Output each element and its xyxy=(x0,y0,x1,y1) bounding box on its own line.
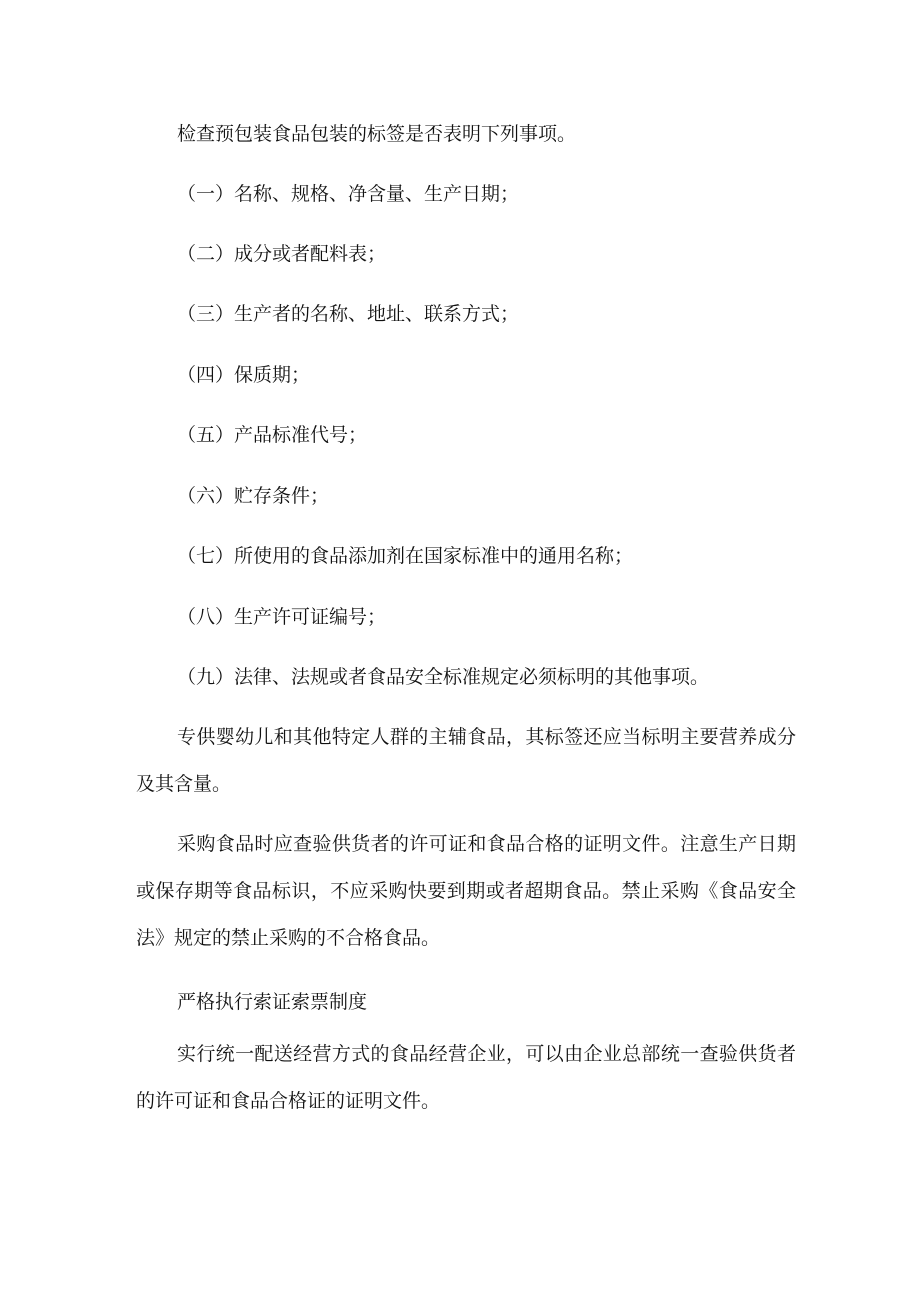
infant-food-paragraph: 专供婴幼儿和其他特定人群的主辅食品，其标签还应当标明主要营养成分及其含量。 xyxy=(136,726,796,795)
list-item-9: （九）法律、法规或者食品安全标准规定必须标明的其他事项。 xyxy=(177,666,710,688)
purchase-paragraph: 采购食品时应查验供货者的许可证和食品合格的证明文件。注意生产日期或保存期等食品标识，不应采购快要到期或者超期食品。禁止采购《食品安全法》规定的禁止采购的不合格食品。 xyxy=(136,833,796,949)
list-item-7: （七）所使用的食品添加剂在国家标准中的通用名称； xyxy=(177,545,634,567)
list-item-4: （四）保质期； xyxy=(177,364,311,386)
list-item-1: （一）名称、规格、净含量、生产日期； xyxy=(177,183,520,205)
section-heading: 严格执行索证索票制度 xyxy=(177,991,368,1013)
distribution-paragraph: 实行统一配送经营方式的食品经营企业，可以由企业总部统一查验供货者的许可证和食品合格证的证明文件。 xyxy=(136,1043,796,1112)
list-item-2: （二）成分或者配料表； xyxy=(177,243,387,265)
list-item-3: （三）生产者的名称、地址、联系方式； xyxy=(177,303,520,325)
list-item-8: （八）生产许可证编号； xyxy=(177,606,387,628)
list-item-5: （五）产品标准代号； xyxy=(177,424,368,446)
intro-line: 检查预包装食品包装的标签是否表明下列事项。 xyxy=(177,123,577,145)
list-item-6: （六）贮存条件； xyxy=(177,485,330,507)
